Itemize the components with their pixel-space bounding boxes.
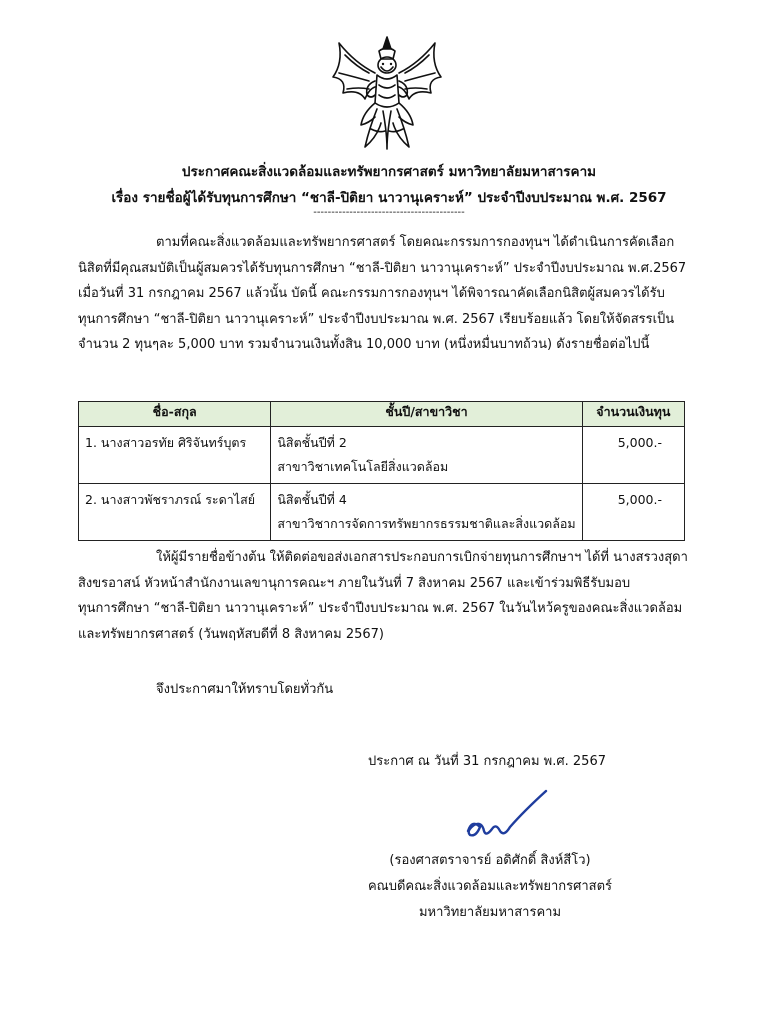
paragraph-line: นิสิตที่มีคุณสมบัติเป็นผู้สมควรได้รับทุนการศึกษา “ชาลี-ปิติยา นาวานุเคราะห์” ประจำปีงบประมาณ พ.ศ.2567 [78,260,687,276]
paragraph-line: เมื่อวันที่ 31 กรกฎาคม 2567 แล้วนั้น บัดนี้ คณะกรรมการกองทุนฯ ได้พิจารณาคัดเลือกนิสิตผู้สมควรได้รับ [78,286,665,301]
garuda-emblem-icon [325,33,449,153]
recipient-major [271,427,582,484]
table-header-row [79,402,685,427]
signature-block [340,848,640,926]
handwritten-signature-icon [462,785,562,855]
column-header-name: ชื่อ-สกุล [79,402,271,427]
recipient-year: นิสิตชั้นปีที่ 2 [277,435,347,450]
signer-position: คณบดีคณะสิ่งแวดล้อมและทรัพยากรศาสตร์ [367,879,613,894]
signer-university: มหาวิทยาลัยมหาสารคาม [418,905,562,920]
recipient-year: นิสิตชั้นปีที่ 4 [277,492,347,507]
grant-amount: 5,000.- [582,427,684,484]
recipient-major-text: สาขาวิชาเทคโนโลยีสิ่งแวดล้อม [277,459,449,474]
column-header-amount: จำนวนเงินทุน [582,402,684,427]
closing-line: จึงประกาศมาให้ทราบโดยทั่วกัน [156,682,334,697]
intro-paragraph [78,230,708,358]
paragraph-line: ทุนการศึกษา “ชาลี-ปิติยา นาวานุเคราะห์” ประจำปีงบประมาณ พ.ศ. 2567 เรียบร้อยแล้ว โดยให้จัดสรรเป็น [78,311,675,327]
table-row [79,484,685,541]
paragraph-line: ทุนการศึกษา “ชาลี-ปิติยา นาวานุเคราะห์” ประจำปีงบประมาณ พ.ศ. 2567 ในวันไหว้ครูของคณะสิ่งแวดล้อม [78,601,683,616]
recipient-name [79,427,271,484]
signer-name: (รองศาสตราจารย์ อดิศักดิ์ สิงห์สีโว) [389,853,591,868]
table-row [79,427,685,484]
paragraph-line: จำนวน 2 ทุนๆละ 5,000 บาท รวมจำนวนเงินทั้งสิน 10,000 บาท (หนึ่งหมื่นบาทถ้วน) ดังรายชื่อต่อไปนี้ [78,337,650,352]
announcement-title: ประกาศคณะสิ่งแวดล้อมและทรัพยากรศาสตร์ มหาวิทยาลัยมหาสารคาม [181,164,597,180]
paragraph-line: และทรัพยากรศาสตร์ (วันพฤหัสบดีที่ 8 สิงหาคม 2567) [78,626,384,642]
recipient-major-text: สาขาวิชาการจัดการทรัพยากรธรรมชาติและสิ่งแวดล้อม [277,516,576,531]
instruction-paragraph [78,545,708,647]
paragraph-line: ตามที่คณะสิ่งแวดล้อมและทรัพยากรศาสตร์ โดยคณะกรรมการกองทุนฯ ได้ดำเนินการคัดเลือก [156,235,675,250]
recipient-name-text: 1. นางสาวอรทัย ศิริจันทร์บุตร [85,435,247,450]
paragraph-line: สิงขรอาสน์ หัวหน้าสำนักงานเลขานุการคณะฯ ภายในวันที่ 7 สิงหาคม 2567 และเข้าร่วมพิธีรับมอบ [78,575,631,591]
paragraph-line: ให้ผู้มีรายชื่อข้างต้น ให้ติดต่อขอส่งเอกสารประกอบการเบิกจ่ายทุนการศึกษาฯ ได้ที่ นางสรวงสุดา [156,550,688,565]
scholarship-table [78,401,685,541]
column-header-major: ชั้นปี/สาขาวิชา [271,402,582,427]
closing-paragraph [78,677,708,703]
announcement-subject: เรื่อง รายชื่อผู้ได้รับทุนการศึกษา “ชาลี-ปิติยา นาวานุเคราะห์” ประจำปีงบประมาณ พ.ศ. 2567 [111,190,667,206]
recipient-name [79,484,271,541]
announcement-date: ประกาศ ณ วันที่ 31 กรกฎาคม พ.ศ. 2567 [368,754,606,769]
recipient-major [271,484,582,541]
title-divider: ------------------------------------------ [313,207,465,218]
recipient-name-text: 2. นางสาวพัชราภรณ์ ระดาไสย์ [85,492,256,507]
grant-amount: 5,000.- [582,484,684,541]
